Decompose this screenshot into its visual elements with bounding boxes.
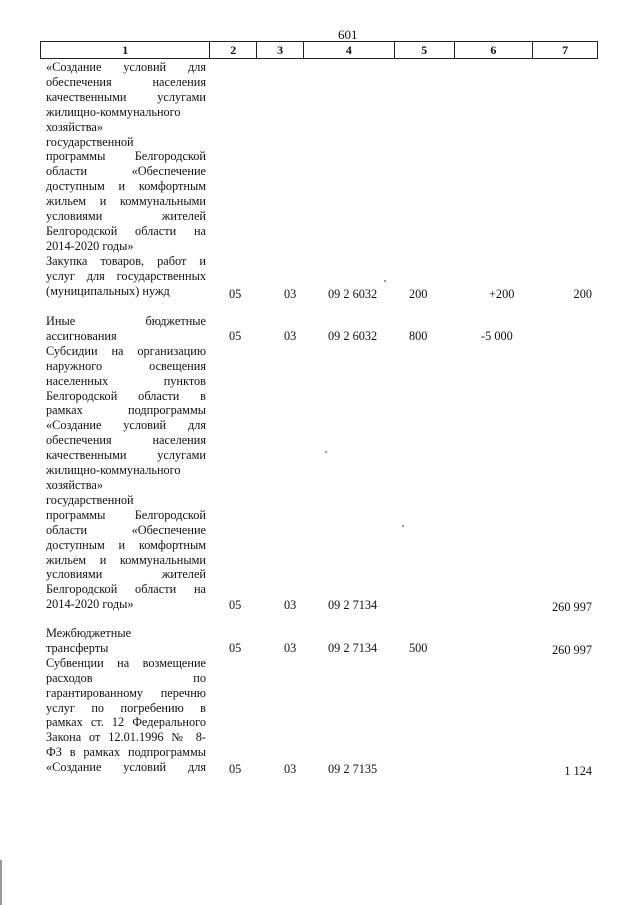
description-line: 2014-2020 годы» (46, 238, 134, 253)
description-line: расходов по (46, 670, 206, 685)
description-line: программы Белгородской (46, 149, 206, 164)
description-line: гарантированному перечню (46, 685, 206, 700)
row-1-col-6: +200 (489, 287, 515, 301)
page-number: 601 (338, 27, 358, 42)
description-line: услуг для государственных (46, 268, 206, 283)
row-3-col-4b: 09 2 7135 (328, 762, 378, 776)
description-line: Межбюджетные (46, 626, 132, 640)
row-2-col-3b: 03 (284, 598, 297, 612)
description-line: условиями жителей (46, 567, 206, 582)
description-line: жильем и коммунальными (46, 552, 206, 567)
row-2-col-4b: 09 2 7134 (328, 598, 378, 612)
scan-edge (0, 860, 2, 905)
description-line: 2014-2020 годы» (46, 597, 134, 612)
description-line: Иные бюджетные (46, 314, 206, 328)
header-col-3: 3 (257, 42, 304, 58)
description-line: наружного освещения (46, 358, 206, 373)
row-2-col-5: 800 (409, 329, 428, 343)
row-3-col-7: 260 997 (552, 643, 592, 657)
row-3-col-2: 05 (229, 641, 242, 655)
description-line: Закупка товаров, работ и (46, 253, 206, 268)
description-line: условиями жителей (46, 209, 206, 224)
row-3-col-3b: 03 (284, 762, 297, 776)
description-line: области «Обеспечение (46, 164, 206, 179)
row-1-description (46, 60, 206, 299)
row-2-col-2: 05 (229, 329, 242, 343)
description-line: Белгородской области на (46, 582, 206, 597)
description-line: ФЗ в рамках подпрограммы (46, 745, 206, 760)
description-line: жильем и коммунальными (46, 194, 206, 209)
description-line: рамках ст. 12 Федерального (46, 715, 206, 730)
header-col-1: 1 (41, 42, 210, 58)
row-2-col-6: -5 000 (481, 329, 513, 343)
row-1-col-4: 09 2 6032 (328, 287, 378, 301)
header-col-4: 4 (304, 42, 395, 58)
row-2-col-4: 09 2 6032 (328, 329, 378, 343)
description-line: доступным и комфортным (46, 179, 206, 194)
description-line: государственной (46, 492, 134, 507)
description-line: программы Белгородской (46, 507, 206, 522)
row-3-description (46, 626, 206, 775)
description-line: жилищно-коммунального (46, 104, 181, 119)
row-2-col-2b: 05 (229, 598, 242, 612)
description-line: Субвенции на возмещение (46, 655, 206, 670)
description-line: рамках подпрограммы (46, 403, 206, 418)
description-line: трансферты (46, 640, 109, 655)
description-line: обеспечения населения (46, 433, 206, 448)
row-1-col-5: 200 (409, 287, 428, 301)
description-line: качественными услугами (46, 89, 206, 104)
scan-speck (384, 280, 386, 282)
row-3-col-5: 500 (409, 641, 428, 655)
row-3-col-3: 03 (284, 641, 297, 655)
header-col-2: 2 (210, 42, 257, 58)
header-col-7: 7 (562, 42, 569, 57)
row-1-col-7: 200 (573, 287, 592, 301)
row-3-col-4: 09 2 7134 (328, 641, 378, 655)
description-line: «Создание условий для (46, 418, 206, 433)
description-line: населенных пунктов (46, 373, 206, 388)
description-line: области «Обеспечение (46, 522, 206, 537)
header-col-6: 6 (455, 42, 534, 58)
description-line: качественными услугами (46, 448, 206, 463)
scan-speck (325, 451, 327, 453)
description-line: жилищно-коммунального (46, 463, 181, 478)
scan-speck (402, 525, 404, 527)
description-line: хозяйства» (46, 477, 104, 492)
description-line: «Создание условий для (46, 60, 206, 74)
description-line: доступным и комфортным (46, 537, 206, 552)
row-2-col-3: 03 (284, 329, 297, 343)
description-line: ассигнования (46, 328, 117, 343)
description-line: хозяйства» (46, 119, 104, 134)
description-line: «Создание условий для (46, 760, 206, 775)
row-1-col-3: 03 (284, 287, 297, 301)
row-2-description (46, 314, 206, 612)
description-line: услуг по погребению в (46, 700, 206, 715)
description-line: государственной (46, 134, 134, 149)
row-2-col-7b: 260 997 (552, 600, 592, 614)
description-line: (муниципальных) нужд (46, 283, 170, 298)
row-1-col-2: 05 (229, 287, 242, 301)
description-line: Субсидии на организацию (46, 343, 206, 358)
row-3-col-7b: 1 124 (564, 764, 592, 778)
description-line: Белгородской области на (46, 223, 206, 238)
description-line: Белгородской области в (46, 388, 206, 403)
description-line: Закона от 12.01.1996 № 8- (46, 730, 206, 745)
table-header (40, 41, 598, 59)
row-3-col-2b: 05 (229, 762, 242, 776)
description-line: обеспечения населения (46, 74, 206, 89)
header-col-5: 5 (395, 42, 455, 58)
